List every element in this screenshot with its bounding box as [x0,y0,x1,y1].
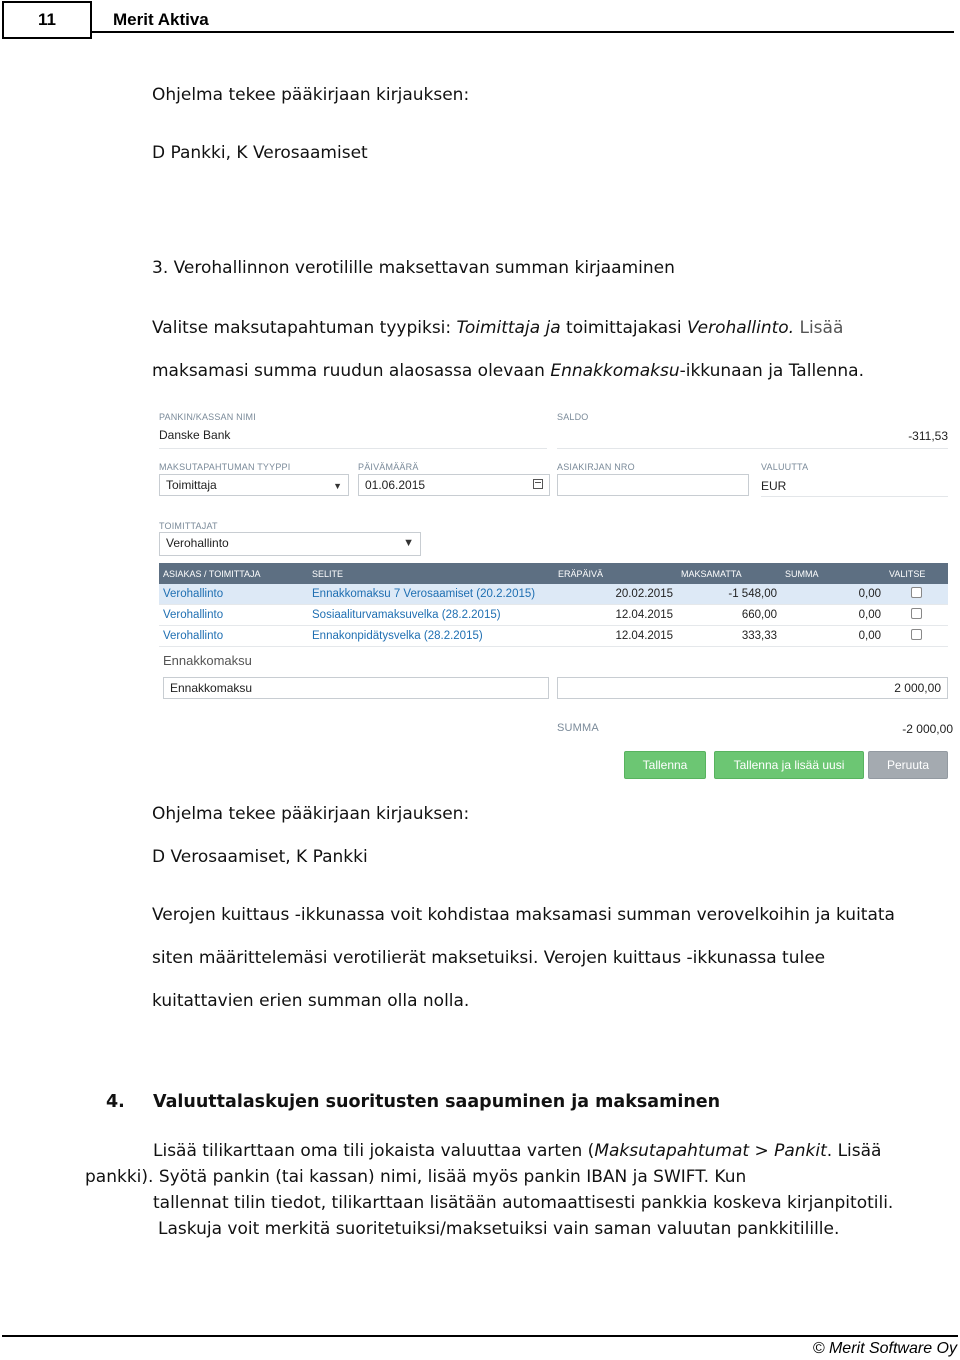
type-label: MAKSUTAPAHTUMAN TYYPPI [159,462,291,472]
paragraph-currency-line3: tallennat tilin tiedot, tilikarttaan lisätään automaattisesti pankkia koskeva kirjanpitotili. [153,1193,894,1213]
footer-copyright: © Merit Software Oy [812,1340,957,1357]
bank-value: Danske Bank [159,428,231,442]
invoice-table [159,563,948,647]
currency-label: VALUUTTA [761,462,809,472]
paragraph-ledger-entry-2: D Verosaamiset, K Pankki [152,847,368,867]
currency-value: EUR [761,479,787,493]
supplier-cell[interactable]: Verohallinto [159,584,308,605]
cancel-button[interactable]: Peruuta [868,751,948,779]
paragraph-ledger-intro: Ohjelma tekee pääkirjaan kirjauksen: [152,85,470,105]
sum-value: -2 000,00 [902,722,953,736]
prepayment-amount-input[interactable]: 2 000,00 [557,677,948,699]
supplier-cell[interactable]: Verohallinto [159,626,308,647]
unpaid-cell: -1 548,00 [677,584,781,605]
table-row[interactable] [159,626,948,647]
doc-number-input[interactable] [557,474,749,496]
paragraph-instructions-line2: maksamasi summa ruudun alaosassa olevaan Ennakkomaksu-ikkunaan ja Tallenna. [152,361,865,381]
paragraph-tax-offset-line1: Verojen kuittaus -ikkunassa voit kohdistaa maksamasi summan verovelkoihin ja kuitata [152,905,895,925]
page-number: 11 [2,1,92,39]
paragraph-currency-line2: pankki). Syötä pankin (tai kassan) nimi, lisää myös pankin IBAN ja SWIFT. Kun [85,1167,747,1187]
section-heading-3: 3. Verohallinnon verotilille maksettavan summan kirjaaminen [152,258,675,278]
paragraph-tax-offset-line2: siten määrittelemäsi verotilierät maksetuiksi. Verojen kuittaus -ikkunassa tulee [152,948,826,968]
due-date-cell: 12.04.2015 [554,626,677,647]
supplier-select[interactable] [159,532,421,556]
footer-rule [2,1335,958,1337]
caret-down-icon: ▼ [333,481,342,491]
supplier-value: Verohallinto [166,536,229,550]
description-cell[interactable]: Sosiaaliturvamaksuvelka (28.2.2015) [308,605,554,626]
description-cell[interactable]: Ennakkomaksu 7 Verosaamiset (20.2.2015) [308,584,554,605]
saldo-value: -311,53 [908,429,948,443]
date-input[interactable] [358,474,550,496]
saldo-label: SALDO [557,412,589,422]
bank-label: PANKIN/KASSAN NIMI [159,412,256,422]
doc-number-label: ASIAKIRJAN NRO [557,462,635,472]
column-header[interactable]: ERÄPÄIVÄ [554,563,677,584]
paragraph-instructions-line1: Valitse maksutapahtuman tyypiksi: Toimittaja ja toimittajakasi Verohallinto. Lisää [152,318,844,338]
table-header-row [159,563,948,584]
suppliers-label: TOIMITTAJAT [159,521,218,531]
date-label: PÄIVÄMÄÄRÄ [358,462,419,472]
header-title: Merit Aktiva [113,10,209,29]
save-button[interactable]: Tallenna [624,751,706,779]
paragraph-tax-offset-line3: kuitattavien erien summan olla nolla. [152,991,470,1011]
sum-cell[interactable]: 0,00 [781,584,885,605]
payment-form-screenshot [150,405,958,785]
sum-label: SUMMA [557,722,599,734]
select-checkbox[interactable] [911,629,922,640]
date-value: 01.06.2015 [365,478,426,492]
select-checkbox[interactable] [911,608,922,619]
sum-cell[interactable]: 0,00 [781,626,885,647]
due-date-cell: 12.04.2015 [554,605,677,626]
unpaid-cell: 660,00 [677,605,781,626]
table-row[interactable] [159,584,948,605]
due-date-cell: 20.02.2015 [554,584,677,605]
column-header[interactable]: MAKSAMATTA [677,563,781,584]
paragraph-ledger-intro-2: Ohjelma tekee pääkirjaan kirjauksen: [152,804,470,824]
description-cell[interactable]: Ennakonpidätysvelka (28.2.2015) [308,626,554,647]
column-header[interactable]: SUMMA [781,563,885,584]
bank-underline [159,448,547,449]
unpaid-cell: 333,33 [677,626,781,647]
column-header[interactable]: VALITSE [885,563,948,584]
saldo-underline [557,448,948,449]
section-number-4: 4. [106,1092,125,1112]
paragraph-ledger-entry: D Pankki, K Verosaamiset [152,143,368,163]
caret-down-icon: ▼ [403,537,414,549]
save-and-add-button[interactable]: Tallenna ja lisää uusi [714,751,864,779]
supplier-cell[interactable]: Verohallinto [159,605,308,626]
section-heading-4: Valuuttalaskujen suoritusten saapuminen ja maksaminen [153,1092,721,1112]
type-select[interactable] [159,474,349,496]
column-header[interactable]: SELITE [308,563,554,584]
prepayment-title: Ennakkomaksu [163,653,252,668]
paragraph-currency-line1: Lisää tilikarttaan oma tili jokaista valuuttaa varten (Maksutapahtumat > Pankit. Lisää [153,1141,882,1161]
prepayment-description-input[interactable]: Ennakkomaksu [163,677,549,699]
type-value: Toimittaja [166,478,217,492]
calendar-icon[interactable] [533,479,543,489]
table-row[interactable] [159,605,948,626]
column-header[interactable]: ASIAKAS / TOIMITTAJA [159,563,308,584]
select-checkbox[interactable] [911,587,922,598]
currency-underline [761,496,948,497]
paragraph-currency-line4: Laskuja voit merkitä suoritetuiksi/maksetuiksi vain saman valuutan pankkitilille. [158,1219,840,1239]
sum-cell[interactable]: 0,00 [781,605,885,626]
header-rule [92,31,954,33]
